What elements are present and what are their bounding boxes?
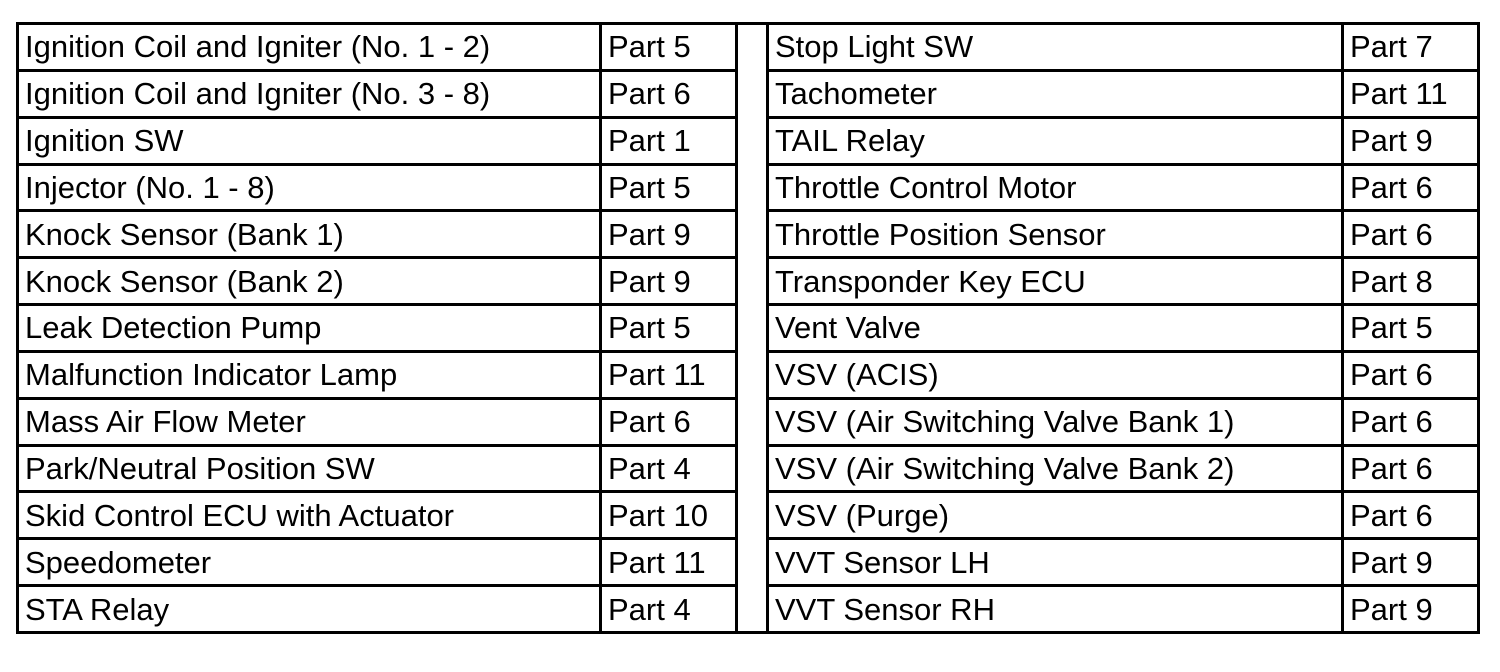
- table-row: [768, 539, 1479, 586]
- table-row: [768, 211, 1479, 258]
- table-row: [768, 24, 1479, 71]
- component-name-cell: STA Relay: [18, 586, 601, 633]
- part-number-cell: Part 5: [601, 24, 737, 71]
- component-name-cell: Tachometer: [768, 70, 1343, 117]
- table-divider: [738, 22, 766, 634]
- component-name-cell: VVT Sensor RH: [768, 586, 1343, 633]
- component-name-cell: Malfunction Indicator Lamp: [18, 351, 601, 398]
- table-row: [18, 117, 737, 164]
- table-row: [768, 351, 1479, 398]
- table-row: [18, 164, 737, 211]
- component-name-cell: Mass Air Flow Meter: [18, 398, 601, 445]
- component-name-cell: Stop Light SW: [768, 24, 1343, 71]
- table-row: [18, 539, 737, 586]
- table-row: [768, 70, 1479, 117]
- part-number-cell: Part 9: [601, 258, 737, 305]
- table-row: [18, 351, 737, 398]
- part-number-cell: Part 1: [601, 117, 737, 164]
- table-row: [18, 24, 737, 71]
- part-number-cell: Part 6: [1343, 398, 1479, 445]
- table-row: [18, 211, 737, 258]
- table-row: [18, 70, 737, 117]
- table-row: [768, 398, 1479, 445]
- component-name-cell: VSV (Purge): [768, 492, 1343, 539]
- component-name-cell: Injector (No. 1 - 8): [18, 164, 601, 211]
- component-name-cell: Ignition Coil and Igniter (No. 3 - 8): [18, 70, 601, 117]
- part-number-cell: Part 6: [601, 398, 737, 445]
- component-table-left: [16, 22, 738, 634]
- component-name-cell: Throttle Control Motor: [768, 164, 1343, 211]
- part-number-cell: Part 11: [601, 539, 737, 586]
- component-name-cell: TAIL Relay: [768, 117, 1343, 164]
- part-number-cell: Part 8: [1343, 258, 1479, 305]
- part-number-cell: Part 4: [601, 445, 737, 492]
- part-number-cell: Part 10: [601, 492, 737, 539]
- part-number-cell: Part 5: [601, 164, 737, 211]
- part-number-cell: Part 5: [601, 305, 737, 352]
- table-row: [18, 258, 737, 305]
- component-name-cell: VSV (Air Switching Valve Bank 1): [768, 398, 1343, 445]
- component-name-cell: Vent Valve: [768, 305, 1343, 352]
- part-number-cell: Part 6: [1343, 492, 1479, 539]
- table-row: [768, 305, 1479, 352]
- part-number-cell: Part 9: [601, 211, 737, 258]
- part-number-cell: Part 11: [1343, 70, 1479, 117]
- table-row: [18, 398, 737, 445]
- component-name-cell: Leak Detection Pump: [18, 305, 601, 352]
- table-row: [18, 305, 737, 352]
- component-name-cell: VVT Sensor LH: [768, 539, 1343, 586]
- component-name-cell: Skid Control ECU with Actuator: [18, 492, 601, 539]
- part-number-cell: Part 6: [1343, 211, 1479, 258]
- table-row: [18, 445, 737, 492]
- component-name-cell: Speedometer: [18, 539, 601, 586]
- part-number-cell: Part 6: [1343, 445, 1479, 492]
- part-number-cell: Part 6: [1343, 164, 1479, 211]
- part-number-cell: Part 9: [1343, 117, 1479, 164]
- component-name-cell: Knock Sensor (Bank 2): [18, 258, 601, 305]
- component-name-cell: Ignition Coil and Igniter (No. 1 - 2): [18, 24, 601, 71]
- component-name-cell: VSV (ACIS): [768, 351, 1343, 398]
- table-row: [768, 117, 1479, 164]
- table-row: [768, 258, 1479, 305]
- part-number-cell: Part 9: [1343, 586, 1479, 633]
- table-row: [18, 586, 737, 633]
- part-number-cell: Part 6: [601, 70, 737, 117]
- component-name-cell: Throttle Position Sensor: [768, 211, 1343, 258]
- component-name-cell: Ignition SW: [18, 117, 601, 164]
- part-number-cell: Part 5: [1343, 305, 1479, 352]
- component-table-right: [766, 22, 1480, 634]
- part-number-cell: Part 4: [601, 586, 737, 633]
- component-index: [16, 22, 1480, 634]
- table-row: [768, 164, 1479, 211]
- table-row: [768, 492, 1479, 539]
- part-number-cell: Part 11: [601, 351, 737, 398]
- component-name-cell: Knock Sensor (Bank 1): [18, 211, 601, 258]
- table-row: [18, 492, 737, 539]
- part-number-cell: Part 9: [1343, 539, 1479, 586]
- part-number-cell: Part 7: [1343, 24, 1479, 71]
- table-row: [768, 445, 1479, 492]
- part-number-cell: Part 6: [1343, 351, 1479, 398]
- table-row: [768, 586, 1479, 633]
- component-name-cell: VSV (Air Switching Valve Bank 2): [768, 445, 1343, 492]
- component-name-cell: Park/Neutral Position SW: [18, 445, 601, 492]
- component-name-cell: Transponder Key ECU: [768, 258, 1343, 305]
